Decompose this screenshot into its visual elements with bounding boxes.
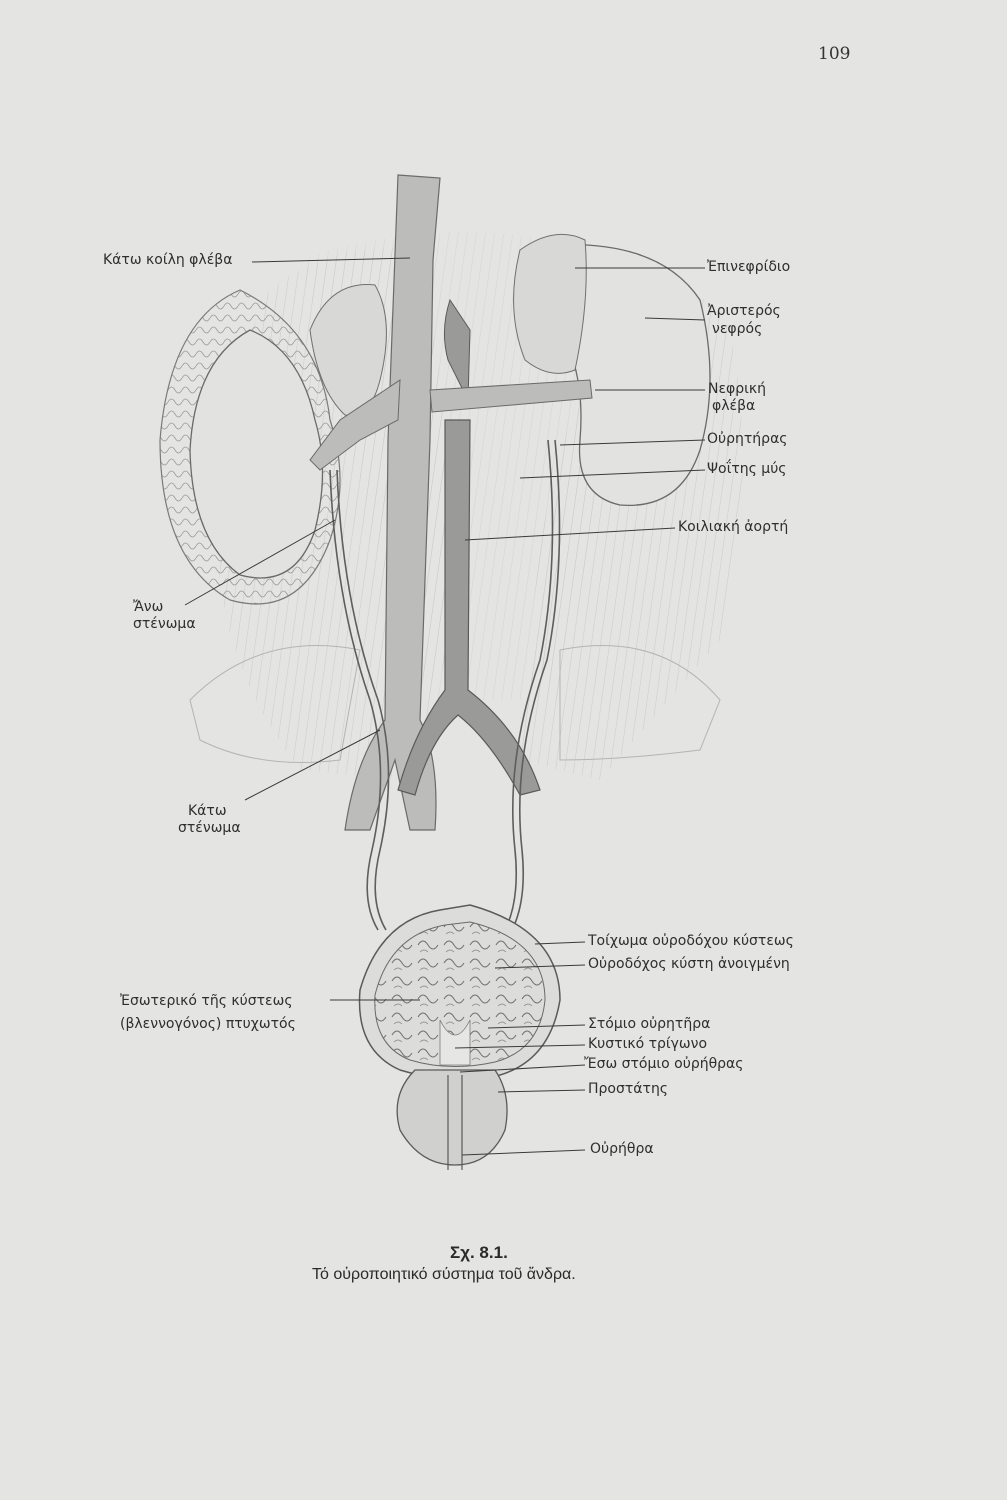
figure-caption: Τό οὐροποιητικό σύστημα τοῦ ἄνδρα. [312,1266,576,1283]
label-lower-narrowing-line1: Κάτω [188,803,227,819]
label-renal-vein-line2: φλέβα [712,398,756,414]
label-bladder-inner-line1: Ἐσωτερικό τῆς κύστεως [120,993,293,1009]
label-trigone: Κυστικό τρίγωνο [588,1036,708,1052]
label-left-kidney-line2: νεφρός [712,321,763,337]
label-lower-narrowing-line2: στένωμα [178,820,241,836]
figure-number: Σχ. 8.1. [450,1243,508,1262]
label-aorta: Κοιλιακή ἀορτή [678,519,789,535]
label-ureter: Οὐρητήρας [707,431,788,447]
label-vena-cava: Κάτω κοίλη φλέβα [103,252,233,268]
label-internal-urethral-orifice: Ἔσω στόμιο οὐρήθρας [584,1056,744,1072]
label-upper-narrowing-line1: Ἄνω [133,599,164,615]
label-urethra: Οὐρήθρα [590,1141,654,1157]
urinary-bladder [360,905,561,1079]
prostate [397,1070,507,1170]
label-psoas: Ψοΐτης μύς [707,461,787,477]
label-renal-vein-line1: Νεφρική [708,381,767,397]
label-bladder-inner-line2: (βλεννογόνος) πτυχωτός [120,1016,296,1032]
label-upper-narrowing-line2: στένωμα [133,616,196,632]
label-ureter-orifice: Στόμιο οὐρητῆρα [588,1016,711,1032]
page-number: 109 [818,44,851,64]
label-adrenal: Ἐπινεφρίδιο [707,259,791,275]
label-bladder-open: Οὐροδόχος κύστη ἀνοιγμένη [588,956,790,972]
label-prostate: Προστάτης [588,1081,669,1097]
label-bladder-wall: Τοίχωμα οὐροδόχου κύστεως [588,933,794,949]
label-left-kidney-line1: Ἀριστερός [707,303,781,319]
